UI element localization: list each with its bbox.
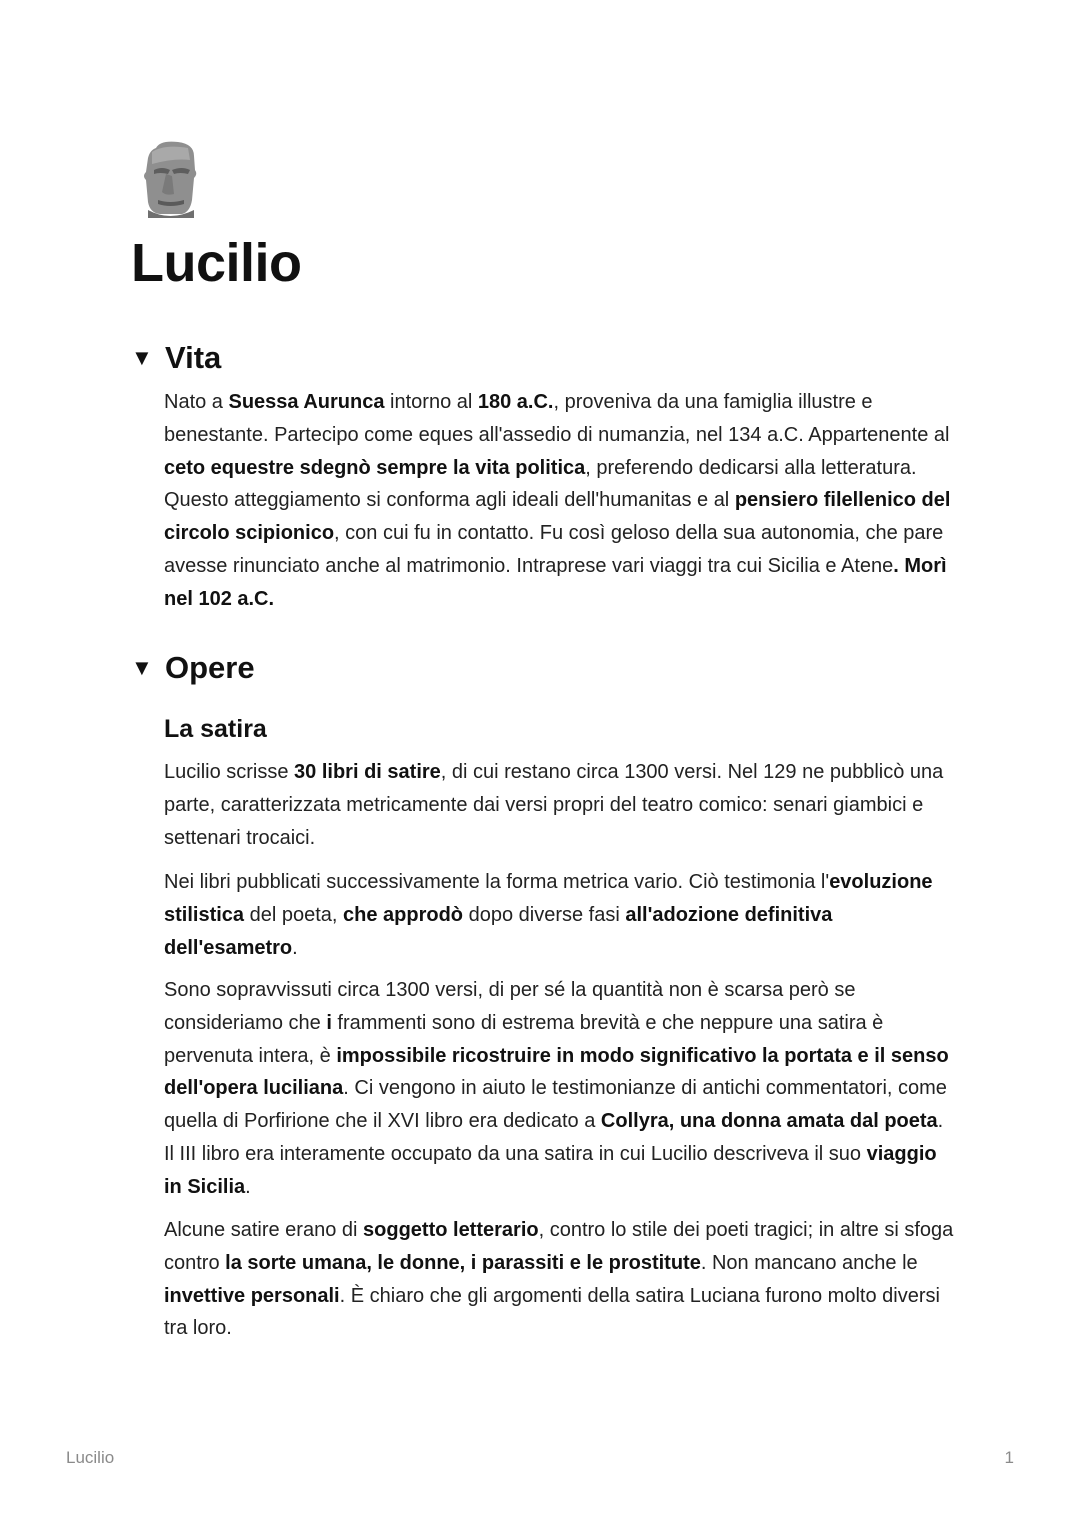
moai-icon [138, 140, 202, 220]
bold-text: all'adozione definitiva dell'esametro [164, 903, 833, 959]
subheading-la-satira: La satira [164, 715, 267, 743]
bold-text: la sorte umana, le donne, i parassiti e le prostitute [225, 1251, 701, 1274]
toggle-triangle-icon[interactable]: ▼ [131, 655, 153, 680]
footer-document-title: Lucilio [66, 1448, 115, 1467]
paragraph-satira-4: Alcune satire erano di soggetto letterario, contro lo stile dei poeti tragici; in altre si sfoga contro la sorte umana, le donne, i parassiti e le prostitute. Non mancano anche le invettive personali. È chiaro che gli argomenti della satira Luciana furono molto diversi tra loro. [164, 1219, 954, 1340]
paragraph-satira-1: Lucilio scrisse 30 libri di satire, di cui restano circa 1300 versi. Nel 129 ne pubblicò una parte, caratterizzata metricamente dai versi propri del teatro comico: senari giambici e settenari trocaici. [164, 761, 944, 849]
paragraph-satira-3: Sono sopravvissuti circa 1300 versi, di per sé la quantità non è scarsa però se consideriamo che i frammenti sono di estrema brevità e che neppure una satira è pervenuta intera, è impossibile ricostruire in modo significativo la portata e il senso dell'opera luciliana. Ci vengono in aiuto le testimonianze di antichi commentatori, come quella di Porfirione che il XVI libro era dedicato a Collyra, una donna amata dal poeta. Il III libro era interamente occupato da una satira in cui Lucilio descriveva il suo viaggio in Sicilia. [164, 979, 949, 1198]
bold-text: Collyra, una donna amata dal poeta [600, 1110, 938, 1133]
section-heading: Opere [165, 650, 255, 685]
bold-text: 180 a.C. [477, 391, 554, 413]
bold-text: evoluzione stilistica [164, 871, 933, 926]
bold-text: i [326, 1011, 332, 1034]
paragraph-vita: Nato a Suessa Aurunca intorno al 180 a.C., proveniva da una famiglia illustre e benestante. Partecipo come eques all'assedio di numanzia, nel 134 a.C. Appartenente al ceto equestre sdegnò sempre la vita politica, preferendo dedicarsi alla letteratura. Questo atteggiamento si conforma agli ideali dell'humanitas e al pensiero filellenico del circolo scipionico, con cui fu in contatto. Fu così geloso della sua autonomia, che pare avesse rinunciato anche al matrimonio. Intraprese vari viaggi tra cui Sicilia e Atene. Morì nel 102 a.C. [164, 391, 951, 610]
bold-text: pensiero filellenico del circolo scipionico [164, 489, 951, 545]
bold-text: che approdò [343, 903, 464, 926]
bold-text: impossibile ricostruire in modo significativo la portata e il senso dell'opera luciliana [164, 1044, 949, 1100]
paragraph-satira-2: Nei libri pubblicati successivamente la forma metrica vario. Ciò testimonia l'evoluzione stilistica del poeta, che approdò dopo diverse fasi all'adozione definitiva dell'esametro. [164, 871, 933, 959]
bold-text: 30 libri di satire [294, 761, 441, 783]
bold-text: soggetto letterario [363, 1219, 539, 1241]
section-heading: Vita [165, 340, 222, 375]
bold-text: viaggio in Sicilia [164, 1142, 937, 1198]
toggle-heading-vita[interactable] [131, 340, 221, 376]
bold-text: . Morì nel 102 a.C. [164, 554, 947, 610]
toggle-heading-opere[interactable] [131, 650, 255, 686]
bold-text: Suessa Aurunca [228, 391, 385, 413]
footer-page-number: 1 [1004, 1448, 1014, 1467]
toggle-triangle-icon[interactable]: ▼ [131, 345, 153, 370]
bold-text: invettive personali [164, 1284, 340, 1307]
bold-text: ceto equestre sdegnò sempre la vita politica [164, 456, 586, 479]
page-title: Lucilio [131, 233, 302, 293]
